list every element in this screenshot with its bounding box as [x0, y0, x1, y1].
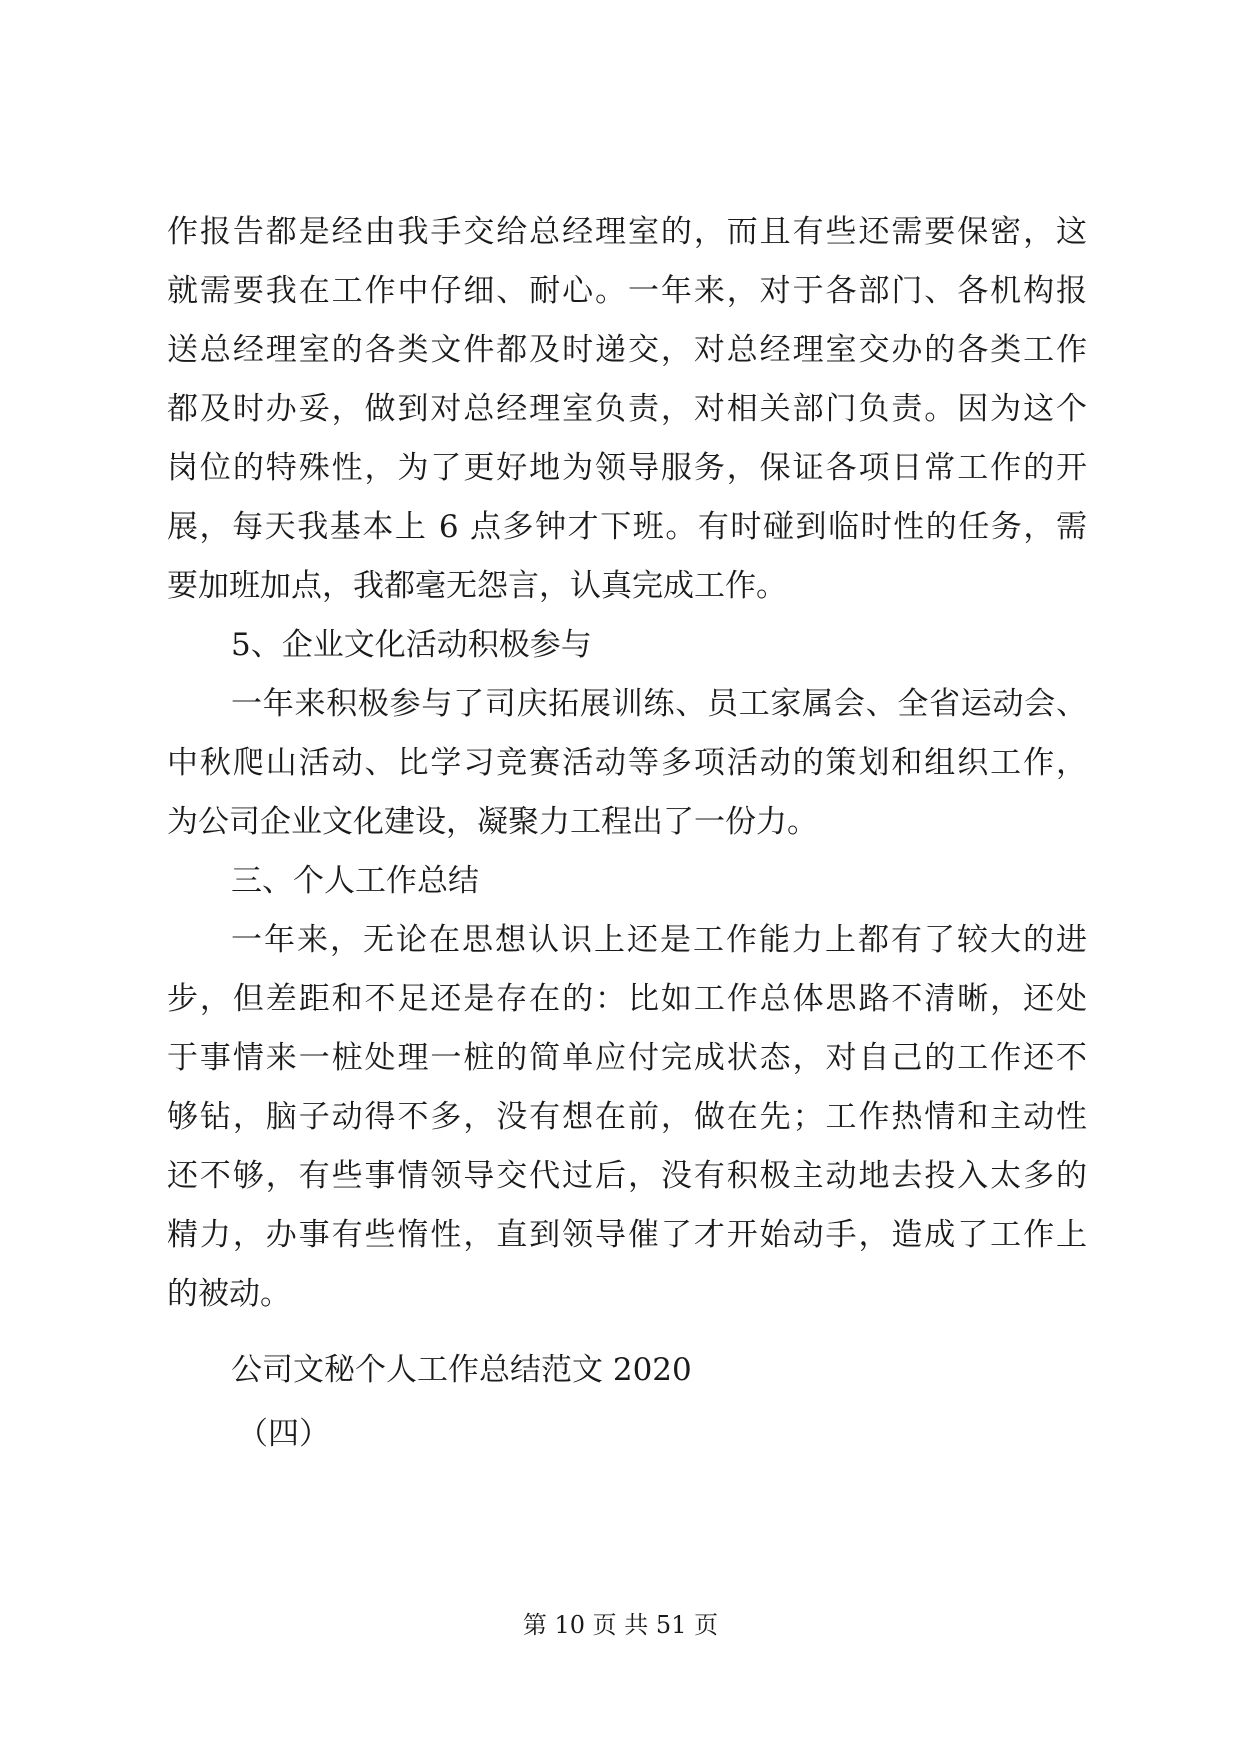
paragraph-line: 要加班加点，我都毫无怨言，认真完成工作。 — [167, 568, 787, 604]
paragraph-line: 中秋爬山活动、比学习竞赛活动等多项活动的策划和组织工作， — [167, 745, 1087, 781]
paragraph-line: 就需要我在工作中仔细、耐心。一年来，对于各部门、各机构报 — [167, 273, 1087, 309]
paragraph-line: 的被动。 — [167, 1276, 291, 1312]
paragraph-line: 步，但差距和不足还是存在的：比如工作总体思路不清晰，还处 — [167, 981, 1087, 1017]
paragraph-line: 作报告都是经由我手交给总经理室的，而且有些还需要保密，这 — [167, 214, 1087, 250]
paragraph-line: 岗位的特殊性，为了更好地为领导服务，保证各项日常工作的开 — [167, 450, 1087, 486]
paragraph-line: 还不够，有些事情领导交代过后，没有积极主动地去投入太多的 — [167, 1158, 1087, 1194]
part-marker: （四） — [237, 1416, 330, 1452]
document-title: 公司文秘个人工作总结范文 2020 — [231, 1352, 692, 1388]
section-heading: 5、企业文化活动积极参与 — [231, 627, 592, 663]
paragraph-line: 都及时办妥，做到对总经理室负责，对相关部门负责。因为这个 — [167, 391, 1087, 427]
paragraph-line: 够钻，脑子动得不多，没有想在前，做在先；工作热情和主动性 — [167, 1099, 1087, 1135]
paragraph-line: 送总经理室的各类文件都及时递交，对总经理室交办的各类工作 — [167, 332, 1087, 368]
paragraph-line: 一年来积极参与了司庆拓展训练、员工家属会、全省运动会、 — [231, 686, 1087, 722]
paragraph-line: 为公司企业文化建设，凝聚力工程出了一份力。 — [167, 804, 818, 840]
paragraph-line: 精力，办事有些惰性，直到领导催了才开始动手，造成了工作上 — [167, 1217, 1087, 1253]
section-heading: 三、个人工作总结 — [231, 863, 479, 899]
paragraph-line: 展，每天我基本上 6 点多钟才下班。有时碰到临时性的任务，需 — [167, 509, 1087, 545]
page-number-footer: 第 10 页 共 51 页 — [522, 1611, 719, 1639]
paragraph-line: 一年来，无论在思想认识上还是工作能力上都有了较大的进 — [231, 922, 1087, 958]
paragraph-line: 于事情来一桩处理一桩的简单应付完成状态，对自己的工作还不 — [167, 1040, 1087, 1076]
